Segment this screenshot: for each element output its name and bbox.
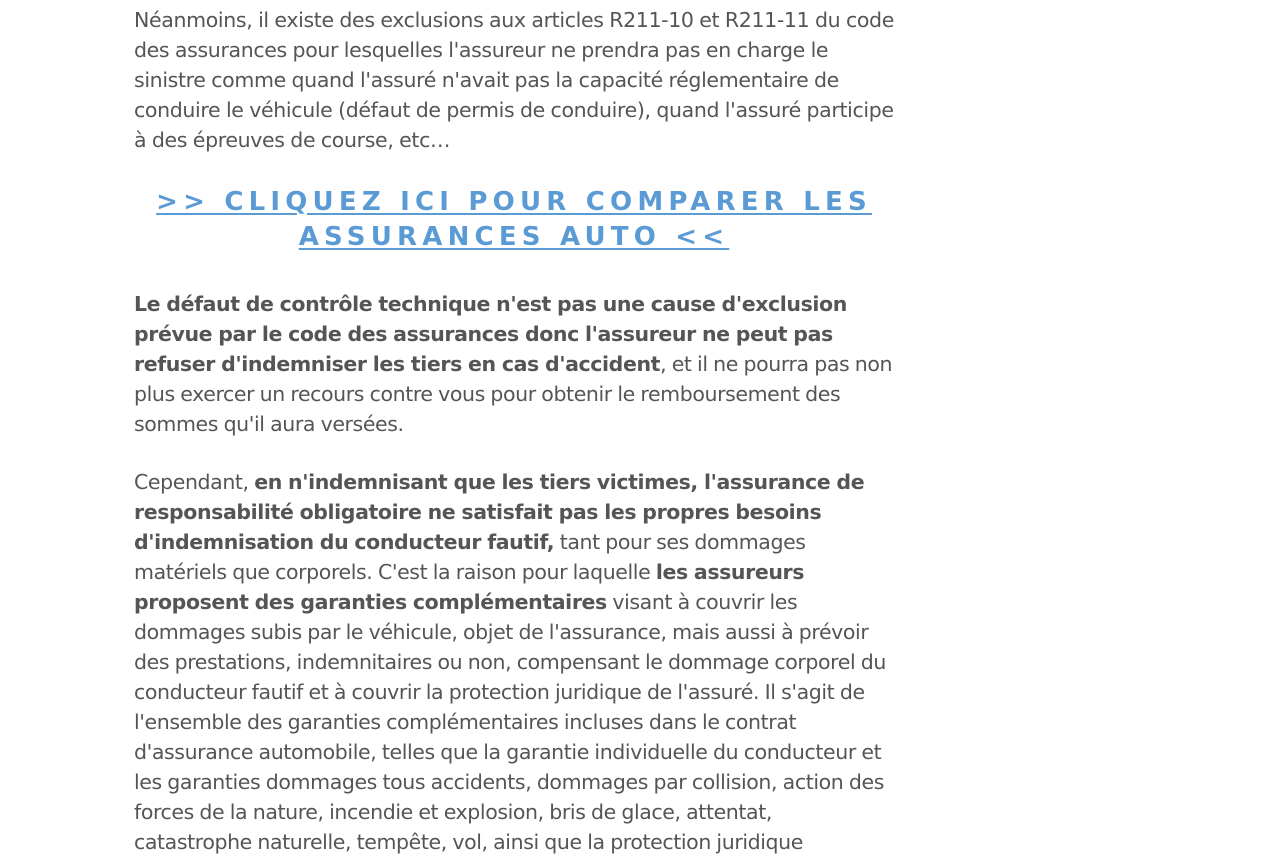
paragraph-guarantees-intro: Cependant, (134, 470, 255, 494)
paragraph-technical-inspection-bold: Le défaut de contrôle technique n'est pas une cause d'exclusion prévue par le code des assurances donc l'assureur ne peut pas refuser d'indemniser les tiers en cas d'accident (134, 292, 847, 376)
paragraph-complementary-guarantees (134, 467, 894, 857)
paragraph-guarantees-rest: visant à couvrir les dommages subis par le véhicule, objet de l'assurance, mais aussi à prévoir des prestations, indemnitaires ou non, compensant le dommage corporel du conducteur fautif et à couvrir la protection juridique de l'assuré. Il s'agit de l'ensemble des garanties complémentaires incluses dans le contrat d'assurance automobile, telles que la garantie individuelle du conducteur et les garanties dommages tous accidents, dommages par collision, action des forces de la nature, incendie et explosion, bris de glace, attentat, catastrophe naturelle, tempête, vol, ainsi que la protection juridique (134, 590, 886, 854)
paragraph-exclusions: Néanmoins, il existe des exclusions aux articles R211-10 et R211-11 du code des assurances pour lesquelles l'assureur ne prendra pas en charge le sinistre comme quand l'assuré n'avait pas la capacité réglementaire de conduire le véhicule (défaut de permis de conduire), quand l'assuré participe à des épreuves de course, etc… (134, 8, 894, 152)
compare-insurance-link[interactable]: >> CLIQUEZ ICI POUR COMPARER LES ASSURANCES AUTO << (156, 187, 872, 252)
paragraph-guarantees-bold-1: en n'indemnisant que les tiers victimes, l'assurance de responsabilité obligatoire ne satisfait pas les propres besoins d'indemnisation du conducteur fautif, (134, 470, 865, 554)
paragraph-guarantees-bold-2: les assureurs proposent des garanties complémentaires (134, 560, 805, 614)
article-body (134, 0, 894, 857)
paragraph-technical-inspection-rest: , et il ne pourra pas non plus exercer un recours contre vous pour obtenir le remboursement des sommes qu'il aura versées. (134, 352, 893, 436)
cta-container (134, 185, 894, 255)
paragraph-guarantees-mid: tant pour ses dommages matériels que corporels. C'est la raison pour laquelle (134, 530, 806, 584)
paragraph-technical-inspection (134, 289, 894, 439)
